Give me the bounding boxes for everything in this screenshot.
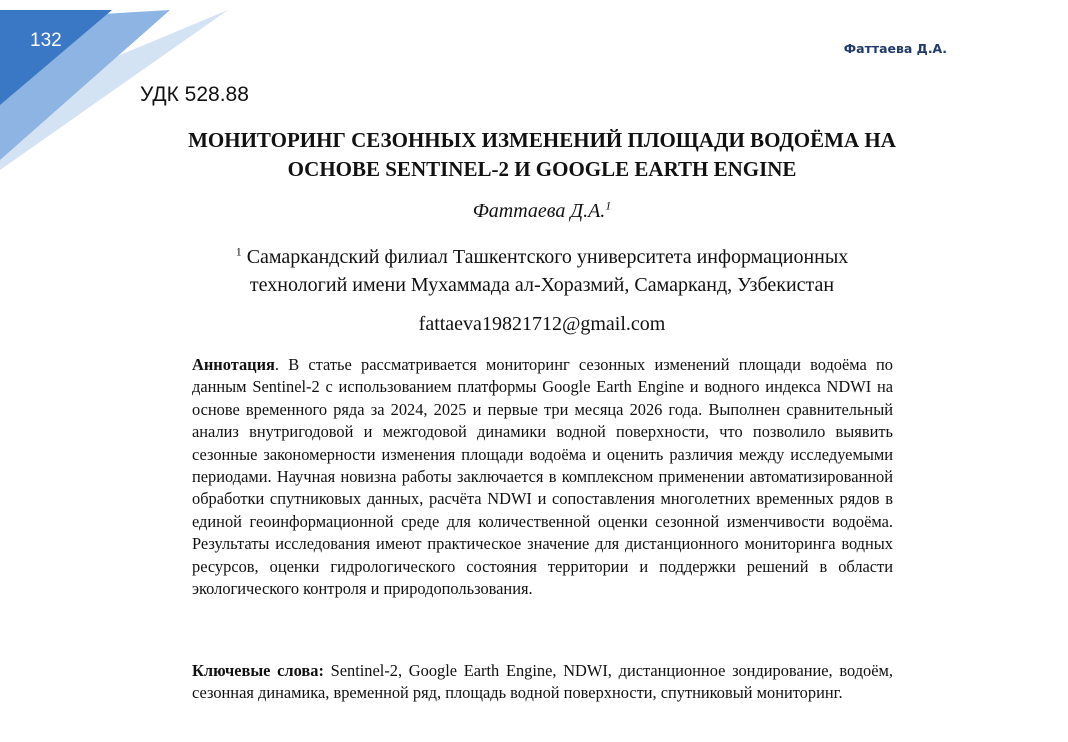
author-affiliation-mark: 1 xyxy=(605,198,612,213)
abstract xyxy=(192,354,893,600)
title-line: МОНИТОРИНГ СЕЗОННЫХ ИЗМЕНЕНИЙ ПЛОЩАДИ ВОДОЁМА НА xyxy=(188,128,896,152)
affiliation xyxy=(140,243,944,299)
running-header-author: Фаттаева Д.А. xyxy=(843,41,947,56)
abstract-text: . В статье рассматривается мониторинг сезонных изменений площади водоёма по данным Sentinel-2 с использованием платформы Google Earth Engine и водного индекса NDWI на основе временного ряда за 2024, 2025 и первые три месяца 2026 года. Выполнен сравнительный анализ внутригодовой и межгодовой динамики водной поверхности, что позволило выявить сезонные закономерности изменения площади водоёма и оценить различия между исследуемыми периодами. Научная новизна работы заключается в комплексном применении автоматизированной обработки спутниковых данных, расчёта NDWI и сопоставления многолетних временных рядов в единой геоинформационной среде для количественной оценки сезонной изменчивости водоёма. Результаты исследования имеют практическое значение для дистанционного мониторинга водных ресурсов, оценки гидрологического состояния территории и поддержки решений в области экологического контроля и природопользования. xyxy=(192,355,893,599)
affiliation-line: технологий имени Мухаммада ал-Хоразмий, Самарканд, Узбекистан xyxy=(249,274,835,296)
paper-title xyxy=(140,126,944,184)
page-number: 132 xyxy=(30,30,62,51)
author-email: fattaeva19821712@gmail.com xyxy=(418,313,666,335)
affiliation-mark: 1 xyxy=(235,244,242,259)
abstract-label: Аннотация xyxy=(192,355,275,374)
affiliation-line: Самаркандский филиал Ташкентского университета информационных xyxy=(246,246,849,268)
udk-code: УДК 528.88 xyxy=(140,83,249,106)
keywords-text: Sentinel-2, Google Earth Engine, NDWI, дистанционное зондирование, водоём, сезонная динамика, временной ряд, площадь водной поверхности, спутниковый мониторинг. xyxy=(192,661,893,703)
title-line: ОСНОВЕ SENTINEL-2 И GOOGLE EARTH ENGINE xyxy=(287,157,797,181)
author-name: Фаттаева Д.А. xyxy=(472,200,606,222)
keywords-label: Ключевые слова: xyxy=(192,661,324,680)
author-line xyxy=(140,199,944,223)
keywords xyxy=(192,660,893,705)
